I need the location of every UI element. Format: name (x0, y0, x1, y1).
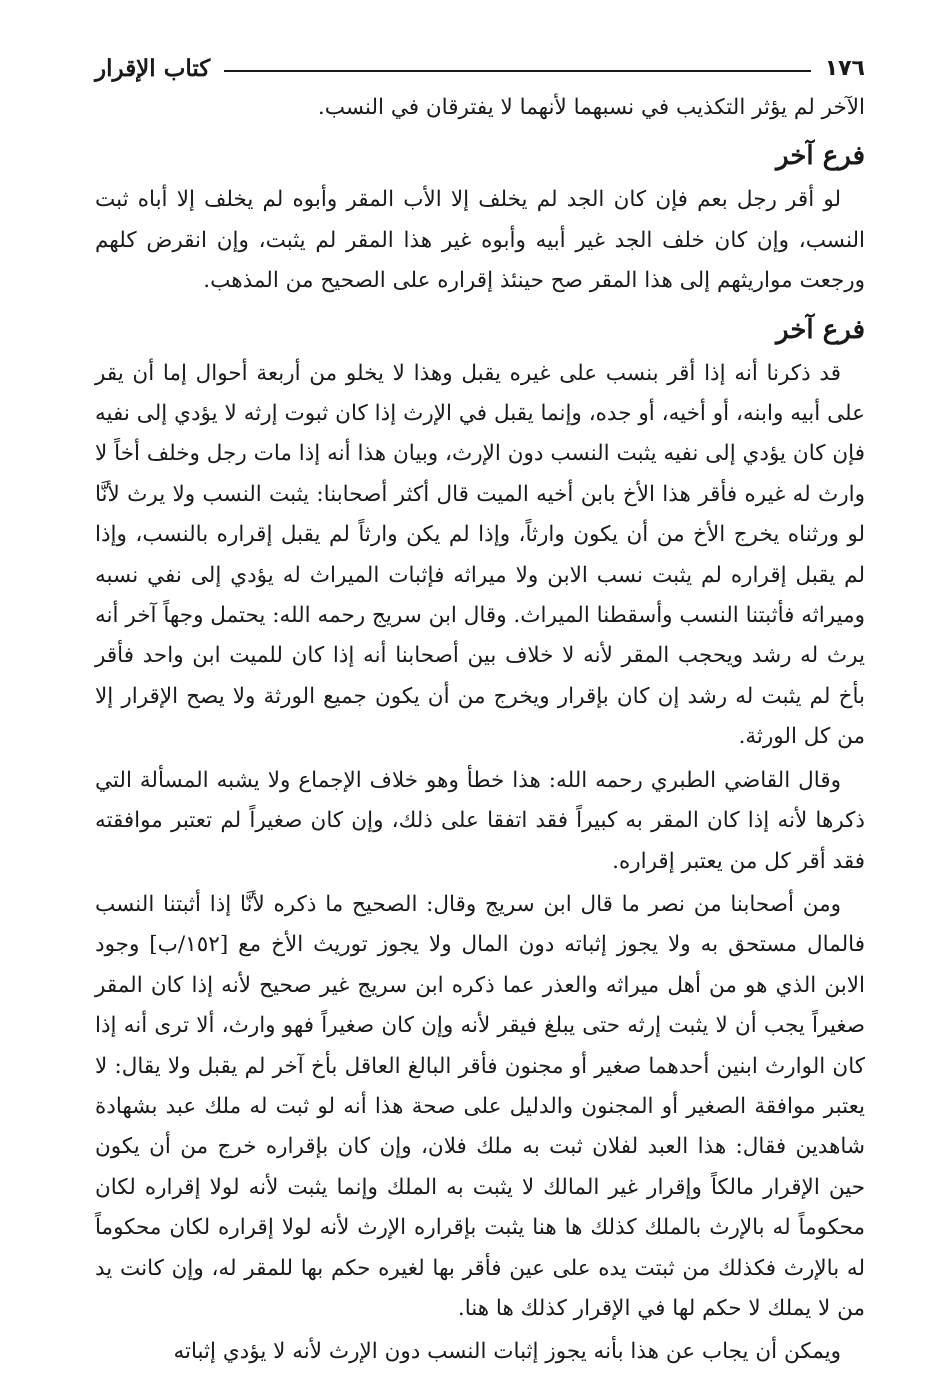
body-text (95, 88, 865, 1373)
paragraph-5: ويمكن أن يجاب عن هذا بأنه يجوز إثبات النسب دون الإرث لأنه لا يؤدي إثباته (173, 1339, 841, 1365)
header-rule (224, 70, 810, 72)
page-number: ١٧٦ (824, 55, 865, 81)
paragraph-4: ومن أصحابنا من نصر ما قال ابن سريج وقال: الصحيح ما ذكره لأنَّا إذا أثبتنا النسب فالمال مستحق به ولا يجوز إثباته دون المال ولا يجوز توريث الأخ مع [١٥٢/ب] وجود الابن الذي هو من أهل ميراثه والعذر عما ذكره ابن سريج غير صحيح لأنه إذا كان المقر صغيراً يجب أن لا يثبت إرثه حتى يبلغ فيقر لأنه وإن كان صغيراً فهو وارث، ألا ترى أنه إذا كان الوارث ابنين أحدهما صغير أو مجنون فأقر البالغ العاقل بأخ آخر لم يقبل ولا يقال: لا يعتبر موافقة الصغير أو المجنون والدليل على صحة هذا أنه لو ثبت له ملك عبد بشهادة شاهدين فقال: هذا العبد لفلان ثبت به ملك فلان، وإن كان بإقراره خرج من أن يكون حين الإقرار مالكاً وإقرار غير المالك لا يثبت به الملك وإنما يثبت لأنه لولا إقراره لكان محكوماً له بالإرث بالملك كذلك ها هنا يثبت بإقراره الإرث لأنه لولا إقراره لكان محكوماً له بالإرث فكذلك من ثبتت يده على عين فأقر بها لغيره حكم بها للمقر له، وإن كانت يد من لا يملك لا حكم لها في الإقرار كذلك ها هنا. (95, 891, 865, 1321)
paragraph-3: وقال القاضي الطبري رحمه الله: هذا خطأ وهو خلاف الإجماع ولا يشبه المسألة التي ذكرها لأنه إذا كان المقر به كبيراً فقد اتفقا على ذلك، وإن كان صغيراً لم تعتبر موافقته فقد أقر كل من يعتبر إقراره. (95, 767, 865, 874)
section-heading-1: فرع آخر (776, 141, 865, 172)
book-page (95, 48, 865, 1373)
section-heading-2: فرع آخر (776, 314, 865, 345)
book-title: كتاب الإقرار (95, 54, 211, 82)
opening-line: الآخر لم يؤثر التكذيب في نسبهما لأنهما لا يفترقان في النسب. (317, 95, 865, 120)
running-header (95, 48, 865, 88)
paragraph-1: لو أقر رجل بعم فإن كان الجد لم يخلف إلا الأب المقر وأبوه لم يخلف إلا أباه ثبت النسب، وإن كان خلف الجد غير أبيه وأبوه غير هذا المقر لم يثبت، وإن انقرض كلهم ورجعت مواريثهم إلى هذا المقر صح حينئذ إقراره على الصحيح من المذهب. (95, 187, 865, 294)
paragraph-2: قد ذكرنا أنه إذا أقر بنسب على غيره يقبل وهذا لا يخلو من أربعة أحوال إما أن يقر على أبيه وابنه، أو أخيه، أو جده، وإنما يقبل في الإرث إذا كان ثبوت إرثه لا يؤدي إلى نفيه فإن كان يؤدي إلى نفيه يثبت النسب دون الإرث، وبيان هذا أنه إذا مات رجل وخلف أخاً لا وارث له غيره فأقر هذا الأخ بابن أخيه الميت قال أكثر أصحابنا: يثبت النسب ولا يرث لأنَّا لو ورثناه يخرج الأخ من أن يكون وارثاً، وإذا لم يكن وارثاً لم يقبل إقراره بالنسب، وإذا لم يقبل إقراره لم يثبت نسب الابن ولا ميراثه فإثبات الميراث له يؤدي إلى نفي نسبه وميراثه فأثبتنا النسب وأسقطنا الميراث. وقال ابن سريج رحمه الله: يحتمل وجهاً آخر أنه يرث له رشد ويحجب المقر لأنه لا خلاف بين أصحابنا أنه إذا كان للميت ابن واحد فأقر بأخ لم يثبت له رشد إن كان بإقرار ويخرج من أن يكون جميع الورثة ولا يصح الإقرار إلا من كل الورثة. (95, 360, 865, 750)
